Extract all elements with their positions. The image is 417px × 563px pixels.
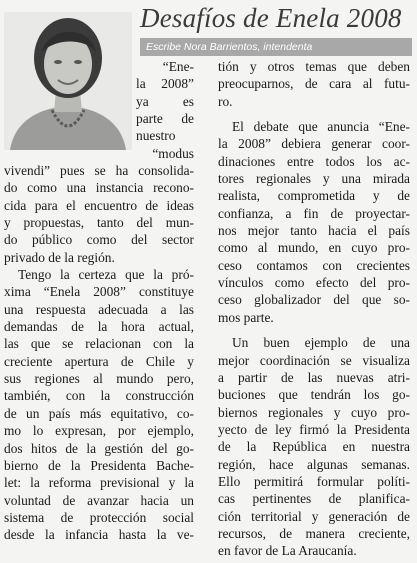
left-narrow-text: [136, 58, 194, 162]
text-line: nos mejor tanto hacia el país: [218, 223, 410, 239]
text-line: mo lo expresan, por ejemplo,: [4, 423, 194, 439]
text-line: voluntad de avanzar hacia un: [4, 492, 194, 508]
text-line: bierno de la Presidenta Bache-: [4, 457, 194, 473]
text-line: desde la infancia hasta la ve-: [4, 527, 194, 543]
text-line: buciones que tendrán los go-: [218, 387, 410, 403]
right-column-text: [218, 58, 410, 560]
text-line: también, con la construcción: [4, 388, 194, 404]
text-line: de un país más equitativo, co-: [4, 405, 194, 421]
text-line: a partir de las nuevas atri-: [218, 369, 410, 385]
text-line: demandas de la hora actual,: [4, 319, 194, 335]
text-line: la 2008” debiera generar coor-: [218, 136, 410, 152]
text-line: tión y otros temas que deben: [218, 59, 410, 74]
text-line: Un buen ejemplo de una: [232, 335, 410, 351]
text-line: tores regionales y una mirada: [218, 171, 410, 187]
text-line: El debate que anuncia “Ene-: [232, 119, 410, 135]
text-line: de la República en nuestra: [218, 439, 410, 455]
text-line: Tengo la certeza que la pró-: [18, 267, 194, 283]
text-line: ción territorial y generación de: [218, 508, 410, 524]
text-line: confianza, a fin de proyectar-: [218, 205, 410, 221]
text-line: mejor coordinación se visualiza: [218, 352, 410, 368]
text-line: recursos, de manera creciente,: [218, 525, 410, 541]
text-line: ya es: [136, 93, 194, 109]
text-line: privado de la región.: [4, 249, 115, 265]
text-line: “modus: [152, 145, 194, 161]
text-line: preocuparnos, de cara al futu-: [218, 76, 410, 92]
text-line: y propuestas, tanto del mun-: [4, 215, 194, 231]
text-line: Ello permitirá formular políti-: [218, 473, 410, 489]
text-line: let: la reforma previsional y la: [4, 475, 194, 491]
text-line: realista, comprometida y de: [218, 188, 410, 204]
text-line: cas pertinentes de planifica-: [218, 491, 410, 507]
text-line: parte de: [136, 111, 194, 127]
text-line: región, hace algunas semanas.: [218, 456, 410, 472]
text-line: ro.: [218, 93, 233, 109]
portrait-image: [4, 12, 132, 150]
author-photo: [4, 12, 132, 150]
text-line: do público como del sector: [4, 232, 194, 248]
text-line: yecto de ley firmó la Presidenta: [218, 421, 410, 437]
text-line: vivendi” pues se ha consolida-: [4, 163, 194, 178]
article-byline: Escribe Nora Barrientos, intendenta: [140, 38, 412, 56]
text-line: nuestro: [136, 128, 176, 144]
left-column-text: [4, 162, 194, 544]
text-line: dinaciones entre todos los ac-: [218, 153, 410, 169]
text-line: como al mundo, en cuyo pro-: [218, 240, 410, 256]
text-line: ceso globalizador del que so-: [218, 292, 410, 308]
text-line: do como una instancia recono-: [4, 180, 194, 196]
text-line: cida para el encuentro de ideas: [4, 197, 194, 213]
article-title: Desafíos de Enela 2008: [140, 3, 402, 33]
text-line: en favor de La Araucanía.: [218, 543, 357, 559]
text-line: vínculos como efecto del pro-: [218, 275, 410, 291]
text-line: una respuesta adecuada a las: [4, 301, 194, 317]
text-line: dos hitos de la gestión del go-: [4, 440, 194, 456]
text-line: ceso contamos con crecientes: [218, 257, 410, 273]
text-line: creciente apertura de Chile y: [4, 353, 194, 369]
text-line: la 2008”: [136, 76, 194, 92]
text-line: xima “Enela 2008” constituye: [4, 284, 194, 300]
text-line: sistema de protección social: [4, 509, 194, 525]
text-line: biernos regionales y cuyo pro-: [218, 404, 410, 420]
text-line: mos parte.: [218, 309, 274, 325]
text-line: “Ene-: [162, 59, 194, 74]
text-line: sus regiones al mundo pero,: [4, 371, 194, 387]
text-line: las que se relacionan con la: [4, 336, 194, 352]
